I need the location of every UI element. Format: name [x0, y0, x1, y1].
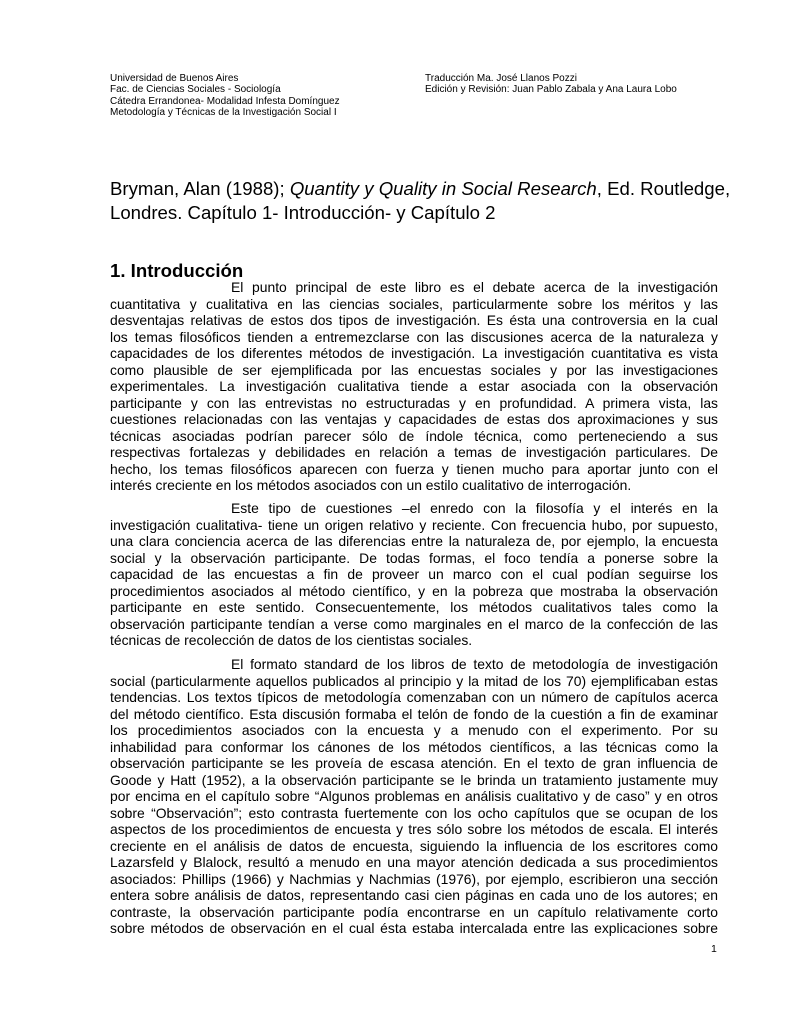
header-right-line: Edición y Revisión: Juan Pablo Zabala y Ana Laura Lobo — [425, 84, 677, 96]
text-line: procedimientos asociados al método científico, y en la pobreza que mostraba la observación — [110, 582, 718, 599]
text-line: desventajas relativas de estos dos tipos de investigación. Es ésta una controversia en la cual — [110, 312, 718, 328]
header-left-line: Metodología y Técnicas de la Investigación Social I — [110, 106, 337, 118]
paragraph-3 — [110, 656, 718, 937]
text-line: Goode y Hatt (1952), a la observación participante se le brinda un tratamiento justamente muy — [110, 771, 718, 788]
title-book: Quantity y Quality in Social Research — [289, 178, 597, 199]
text-line: entera sobre análisis de datos, representando casi cien páginas en cada uno de los autores; en — [110, 887, 718, 903]
document-title — [110, 177, 730, 225]
text-line: investigación cualitativa- tiene un origen relativo y reciente. Con frecuencia hubo, por supuesto, — [110, 516, 718, 533]
text-line: contraste, la observación participante podía encontrarse en un capítulo relativamente corto — [110, 903, 718, 920]
text-line: por encima en el capítulo sobre “Algunos problemas en análisis cualitativo y de caso” y en otros — [110, 788, 718, 804]
header-left-line: Cátedra Errandonea- Modalidad Infesta Domínguez — [110, 95, 340, 107]
text-line: los temas filosóficos tienden a entremezclarse con las discusiones acerca de la naturaleza y — [110, 328, 718, 345]
text-line: Lazarsfeld y Blalock, resultó a menudo en una mayor atención dedicada a sus procedimientos — [110, 854, 718, 870]
text-line: observación participante se les proveía de escasa atención. En el texto de gran influencia de — [110, 755, 718, 771]
text-line: experimentales. La investigación cualitativa tiende a estar asociada con la observación — [110, 378, 718, 394]
text-line: sobre métodos de observación en el cual ésta estaba intercalada entre las explicaciones sobre — [110, 920, 718, 936]
text-line: social (particularmente aquellos publicados al principio y la mitad de los 70) ejemplificaban estas — [110, 672, 718, 689]
text-line: los procedimientos asociados con la encuesta y a menudo con el experimento. Por su — [110, 722, 718, 738]
text-line: como plausible de ser ejemplificada por las encuestas sociales y por las investigaciones — [110, 361, 718, 378]
text-line: técnicas de recolección de datos de los cientistas sociales. — [110, 632, 473, 648]
page-number: 1 — [711, 943, 717, 955]
text-line: participante en este sentido. Consecuentemente, los métodos cualitativos tales como la — [110, 599, 718, 615]
paragraph-2 — [110, 500, 718, 649]
title-line-1 — [110, 177, 730, 201]
text-line: creciente en el análisis de datos de encuesta, siguiendo la influencia de los escritores como — [110, 837, 718, 854]
text-line: capacidad de las encuestas a fin de proveer un marco con el cual podían seguirse los — [110, 566, 718, 582]
text-line: interés creciente en los métodos asociados con un estilo cualitativo de interrogación. — [110, 477, 632, 493]
section-heading: 1. Introducción — [110, 260, 244, 281]
title-author: Bryman, Alan (1988); — [110, 178, 290, 199]
text-line: cuantitativa y cualitativa en las ciencias sociales, particularmente sobre los méritos y las — [110, 295, 718, 312]
header-left-line: Universidad de Buenos Aires — [110, 73, 239, 84]
text-line: capacidades de los diferentes métodos de investigación. La investigación cuantitativa es vista — [110, 345, 718, 361]
text-line: sobre “Observación”; esto contrasta fuertemente con los ocho capítulos que se ocupan de los — [110, 804, 718, 821]
text-line: El formato standard de los libros de texto de metodología de investigación — [231, 656, 718, 672]
header-left-line: Fac. de Ciencias Sociales - Sociología — [110, 84, 281, 96]
header-left — [110, 73, 340, 118]
text-line: participante y con las entrevistas no estructuradas y en profundidad. A primera vista, las — [110, 394, 718, 411]
text-line: El punto principal de este libro es el debate acerca de la investigación — [231, 279, 718, 295]
text-line: aspectos de los procedimientos de encuesta y tres sólo sobre los métodos de escala. El interés — [110, 821, 718, 837]
text-line: técnicas asociadas podrían parecer sólo de índole técnica, como perteneciendo a sus — [110, 427, 718, 444]
text-line: Este tipo de cuestiones –el enredo con la filosofía y el interés en la — [231, 500, 718, 516]
text-line: social y la observación participante. De todas formas, el foco tendía a ponerse sobre la — [110, 549, 718, 566]
text-line: inhabilidad para conformar los cánones de los métodos científicos, a las técnicas como la — [110, 738, 718, 755]
text-line: observación participante tendían a verse como marginales en el marco de la confección de las — [110, 615, 718, 632]
header-right-line: Traducción Ma. José Llanos Pozzi — [425, 73, 577, 84]
text-line: tendencias. Los textos típicos de metodología comenzaban con un número de capítulos acerca — [110, 689, 718, 705]
title-publisher: , Ed. Routledge, — [596, 178, 731, 199]
text-line: cuestiones relacionadas con las ventajas y capacidades de estas dos aproximaciones y sus — [110, 411, 718, 427]
title-line-2: Londres. Capítulo 1- Introducción- y Capítulo 2 — [110, 202, 496, 223]
text-line: del método científico. Esta discusión formaba el telón de fondo de la cuestión a fin de examinar — [110, 705, 718, 722]
text-line: una clara conciencia acerca de las diferencias entre la naturaleza de, por ejemplo, la encuesta — [110, 533, 718, 549]
text-line: hecho, los temas filosóficos aparecen con fuerza y tienen mucho para aportar junto con el — [110, 460, 718, 477]
text-line: asociados: Phillips (1966) y Nachmias y Nachmias (1976), por ejemplo, escribieron una sección — [110, 870, 718, 887]
header-right — [425, 73, 677, 96]
text-line: respectivas fortalezas y debilidades en relación a temas de investigación particulares. De — [110, 444, 718, 460]
paragraph-1 — [110, 279, 718, 494]
